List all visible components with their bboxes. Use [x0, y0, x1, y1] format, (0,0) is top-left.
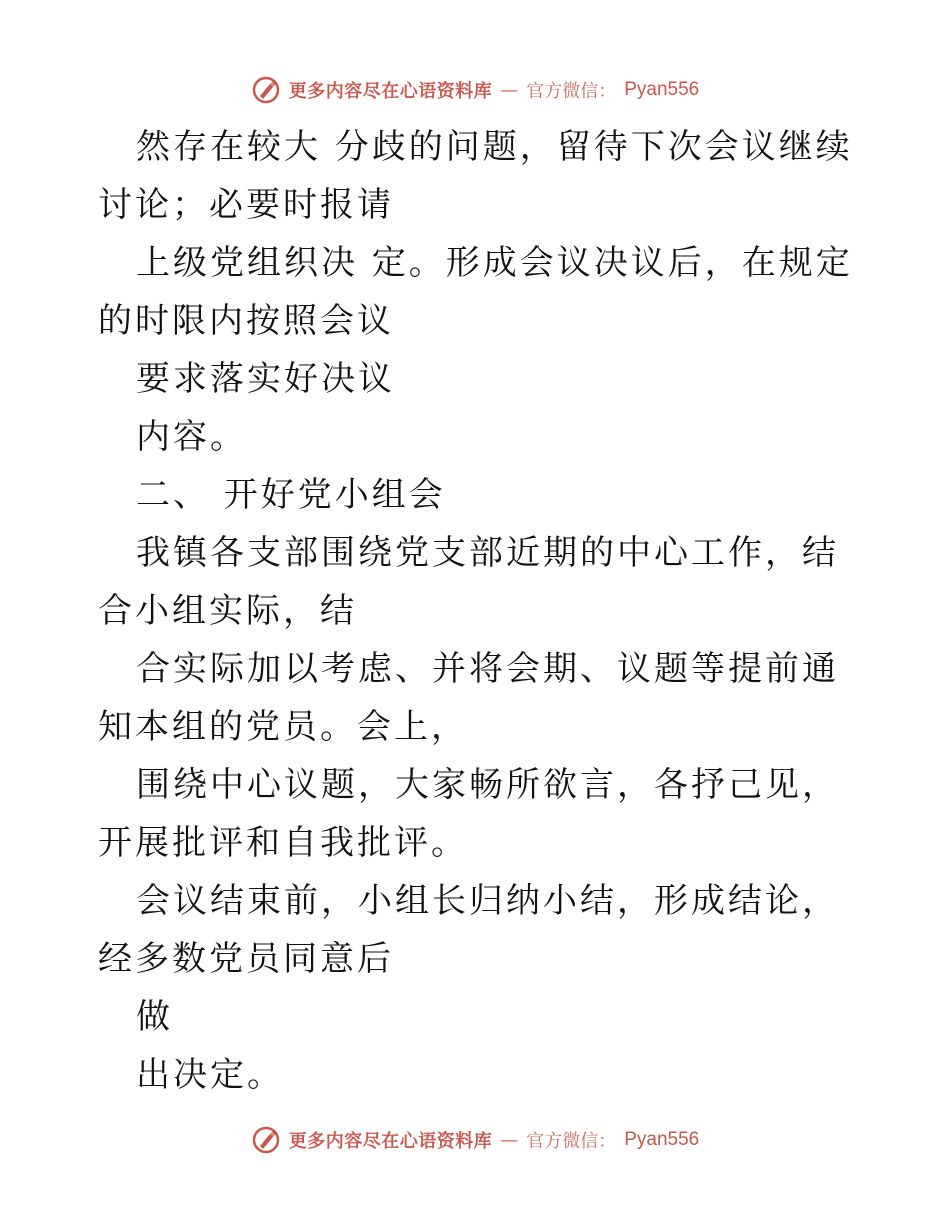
- watermark-wechat-label: 官方微信：: [526, 1131, 617, 1152]
- paragraph: 要求落实好决议: [136, 359, 395, 399]
- watermark-banner-top: [0, 70, 950, 110]
- section-heading: 二、 开好党小组会: [136, 475, 446, 515]
- paragraph: 上级党组织决 定。形成会议决议后，在规定的时限内按照会议: [98, 243, 853, 341]
- watermark-separator: —: [500, 79, 519, 101]
- paragraph: 出决定。: [136, 1055, 284, 1095]
- watermark-main-text: 更多内容尽在心语资料库: [288, 81, 493, 102]
- paragraph: 合实际加以考虑、并将会期、议题等提前通知本组的党员。会上，: [98, 649, 839, 747]
- paragraph: 围绕中心议题，大家畅所欲言，各抒己见，开展批评和自我批评。: [98, 765, 839, 863]
- document-body: [98, 118, 858, 1104]
- paragraph: 我镇各支部围绕党支部近期的中心工作，结合小组实际，结: [98, 533, 839, 631]
- watermark-separator: —: [500, 1129, 519, 1151]
- watermark-banner-bottom: [0, 1120, 950, 1160]
- paragraph: 会议结束前，小组长归纳小结，形成结论，经多数党员同意后: [98, 881, 839, 979]
- watermark-wechat-label: 官方微信：: [526, 81, 617, 102]
- paragraph: 然存在较大 分歧的问题，留待下次会议继续讨论；必要时报请: [98, 127, 853, 225]
- watermark-wechat-id: Pyan556: [624, 1129, 700, 1150]
- pen-logo-icon: [251, 1125, 281, 1155]
- watermark-main-text: 更多内容尽在心语资料库: [288, 1131, 493, 1152]
- paragraph: 内容。: [136, 417, 247, 457]
- paragraph: 做: [136, 997, 173, 1037]
- pen-logo-icon: [251, 75, 281, 105]
- watermark-wechat-id: Pyan556: [624, 79, 700, 100]
